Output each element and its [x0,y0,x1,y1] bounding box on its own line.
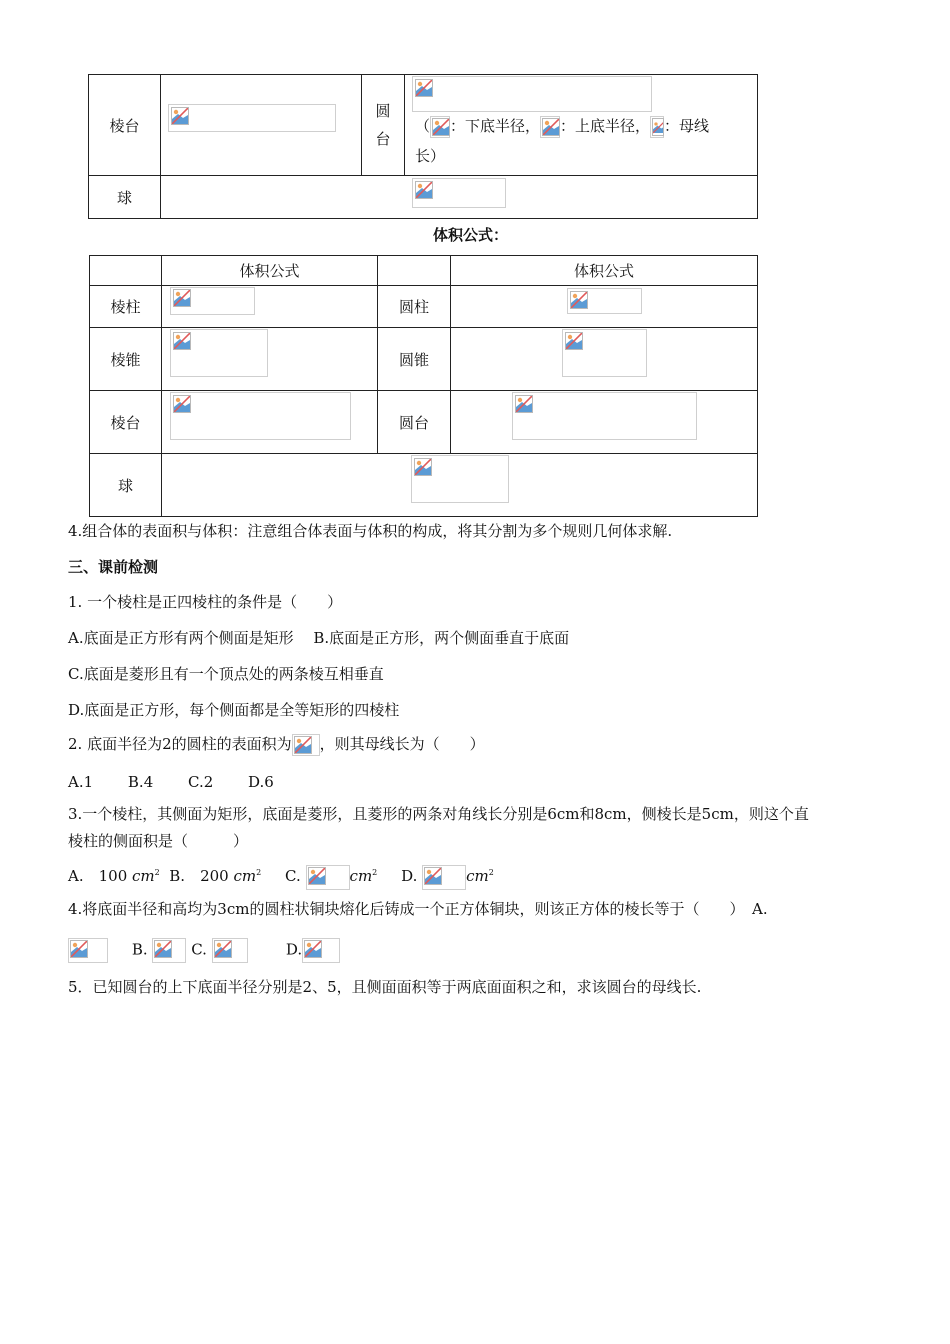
header-right: 体积公式 [451,256,758,286]
image-placeholder-icon [432,118,450,136]
image-placeholder-icon [415,181,433,199]
image-placeholder-icon [652,118,664,136]
formula-image [68,938,108,963]
prism-formula-cell [162,286,378,328]
unit-cm2: $cm^2$ [233,867,262,885]
image-placeholder-icon [415,79,433,97]
formula-image [170,329,268,377]
header-empty-cell [90,256,162,286]
sphere-formula-cell [161,176,758,219]
image-placeholder-icon [294,736,312,754]
image-placeholder-icon [542,118,560,136]
frustum-note: （ ：下底半径， ：上底半径， ：母线 [415,115,709,138]
image-placeholder-icon [515,395,533,413]
frustum-note-end: 长） [415,147,446,165]
formula-image [306,865,350,890]
formula-image [212,938,248,963]
point-4: 4.组合体的表面积与体积：注意组合体表面与体积的构成，将其分割为多个规则几何体求解. [68,522,673,540]
formula-image [152,938,186,963]
label-line-1: 圆 [375,102,391,120]
sphere-label: 球 [90,454,162,517]
sphere-label: 球 [89,176,161,219]
sphere-formula-cell [162,454,758,517]
frustum-formula-cell [161,75,362,176]
surface-area-table [88,74,758,219]
image-placeholder-icon [154,940,172,958]
image-placeholder-icon [565,332,583,350]
q4-line-1: 4.将底面半径和高均为3cm的圆柱状铜块熔化后铸成一个正方体铜块，则该正方体的棱长等于（ ） A. [68,900,768,918]
formula-image [412,76,652,112]
image-placeholder-icon [304,940,322,958]
q1-option-d: D.底面是正方形，每个侧面都是全等矩形的四棱柱 [68,701,400,719]
frustum-label: 棱台 [90,391,162,454]
q2-options: A.1 B.4 C.2 D.6 [68,773,274,791]
q2-stem: 2. 底面半径为2的圆柱的表面积为 ，则其母线长为（ ） [68,733,485,756]
unit-cm2: $cm^2$ [132,867,160,885]
header-left: 体积公式 [162,256,378,286]
pyramid-formula-cell [162,328,378,391]
q3-line-1: 3.一个棱柱，其侧面为矩形，底面是菱形，且菱形的两条对角线长分别是6cm和8cm，侧棱长是5cm，则这个直 [68,805,809,823]
image-placeholder-icon [171,107,189,125]
frustum-cone-formula-cell [451,391,758,454]
prism-label: 棱柱 [90,286,162,328]
image-placeholder-icon [424,867,442,885]
image-placeholder-icon [70,940,88,958]
unit-cm2: $cm^2$ [466,867,494,885]
symbol-r-image [540,116,560,138]
formula-image [170,287,255,315]
volume-formula-title: 体积公式： [433,226,509,244]
q3-options: A. 100 $cm^2$ B. 200 $cm^2$ C. $cm^2$ D. $cm^2$ [68,862,494,890]
formula-image [411,455,509,503]
image-placeholder-icon [173,332,191,350]
cylinder-label: 圆柱 [378,286,451,328]
q4-options: B. C. D. [68,938,340,963]
formula-image [302,938,340,963]
formula-image [412,178,506,208]
frustum-formula-cell [162,391,378,454]
frustum-cone-label [362,75,405,176]
section-3-title: 三、课前检测 [68,558,159,576]
label-line-2: 台 [375,130,391,148]
formula-image [422,865,466,890]
q3-line-2: 棱柱的侧面积是（ ） [68,832,249,850]
image-placeholder-icon [173,395,191,413]
pyramid-label: 棱锥 [90,328,162,391]
formula-image [562,329,647,377]
unit-cm2: $cm^2$ [349,867,378,885]
volume-table [89,255,758,517]
image-placeholder-icon [308,867,326,885]
image-placeholder-icon [414,458,432,476]
formula-image [292,734,320,756]
formula-image [170,392,351,440]
q5: 5．已知圆台的上下底面半径分别是2、5，且侧面面积等于两底面面积之和，求该圆台的母线长. [68,978,702,996]
formula-image [512,392,697,440]
formula-image [168,104,336,132]
formula-image [567,288,642,314]
image-placeholder-icon [214,940,232,958]
frustum-cone-formula-cell [405,75,758,176]
cone-label: 圆锥 [378,328,451,391]
cone-formula-cell [451,328,758,391]
q1-option-c: C.底面是菱形且有一个顶点处的两条棱互相垂直 [68,665,384,683]
frustum-label: 棱台 [89,75,161,176]
cylinder-formula-cell [451,286,758,328]
image-placeholder-icon [173,289,191,307]
header-empty-cell [378,256,451,286]
q1-options-ab: A.底面是正方形有两个侧面是矩形 B.底面是正方形，两个侧面垂直于底面 [68,629,570,647]
symbol-l-image [650,116,664,138]
frustum-cone-label: 圆台 [378,391,451,454]
symbol-R-image [430,116,450,138]
q1-stem: 1. 一个棱柱是正四棱柱的条件是（ ） [68,593,343,611]
image-placeholder-icon [570,291,588,309]
